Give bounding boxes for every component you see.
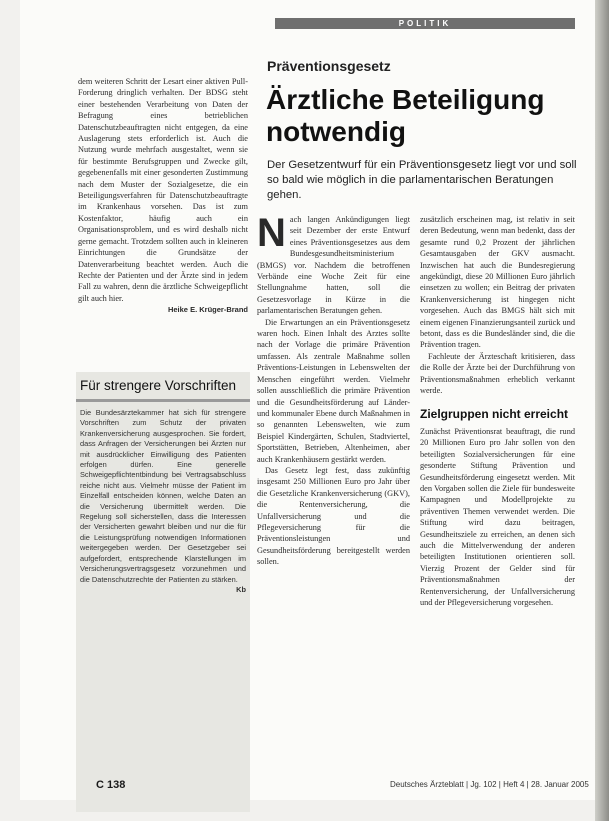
- article-headline: Ärztliche Beteiligung notwendig: [266, 84, 545, 147]
- page-number: C 138: [96, 779, 126, 791]
- article-paragraph: zusätzlich erscheinen mag, ist relativ in seit deren Bedeutung, wenn man bedenkt, dass der gesamte rund 0,2 Prozent der jährlichen Gesamtausgaben der GKV ausmacht. Inzwischen hat auch die Bundesregierung angekündigt, diese 20 Millionen Euro jährlich einsetzen zu wollen; ein Beitrag der privaten Krankenversicherung ist hingegen nicht vorgesehen. Auch das BMGS hält sich mit einem eigenen Finanzierungsanteil zurück und betont, dass es die Bundesländer sind, die die Prävention tragen.: [420, 215, 575, 350]
- section-rubric: POLITIK: [275, 18, 575, 29]
- article-subhead: Zielgruppen nicht erreicht: [420, 406, 569, 421]
- article-paragraph: Zunächst Präventionsrat beauftragt, die rund 20 Millionen Euro pro Jahr sollen von den beteiligten Sozialversicherungen für eine gesonderte Stiftung Prävention und Gesundheitsförderung eingesetzt werden. Mit den Vorgaben sollen die Ziele für bundesweite Kampagnen und Modellprojekte zu präventiven Themen verwendet werden. Die Stiftung wird dazu beitragen, Gesundheitsziele zu erreichen, an denen sich auch die Mittelverwendung der anderen beteiligten Institutionen orientieren soll. Vierzig Prozent der Gelder sind für Präventionsmaßnahmen der Rentenversicherung, der Unfallversicherung und der Pflegeversicherung vorgesehen.: [420, 426, 575, 607]
- sidebar-box: [76, 372, 250, 812]
- article-paragraph: Das Gesetz legt fest, dass zukünftig insgesamt 250 Millionen Euro pro Jahr über die Gesetzliche Krankenversicherung (GKV), die Rentenversicherung, die Unfallversicherung und die Pflegeversicherung für die Präventionsleistungen und Gesundheitsförderung bereitgestellt werden sollen.: [257, 465, 410, 567]
- sidebar-text: Die Bundesärztekammer hat sich für strengere Vorschriften zum Schutz der privaten Krankenversicherung ausgesprochen. Sie fordert, dass Anfragen der Versicherungen bei Ärzten nur mit ausdrücklicher Einwilligung des Patienten erfolgen dürfen. Eine generelle Schweigepflichtentbindung bei Vertragsabschluss reiche nicht aus. Vielmehr müsse der Patient im Einzelfall entscheiden können, welche Daten an die Versicherung übermittelt werden. Die Regelung soll sicherstellen, dass die Interessen der Versicherten gewahrt bleiben und nur die für die Leistungsprüfung notwendigen Informationen weitergegeben werden. Der Gesetzgeber sei aufgefordert, entsprechende Klarstellungen im Versicherungsvertragsgesetz vorzunehmen und die Datenschutzrechte der Patienten zu stärken.: [80, 408, 246, 584]
- article-kicker: Präventionsgesetz: [267, 58, 391, 74]
- left-column: [78, 76, 248, 316]
- sidebar-initials: Kb: [236, 584, 246, 594]
- drop-cap: N: [257, 211, 286, 255]
- article-column-1: [257, 211, 410, 568]
- sidebar-title: Für strengere Vorschriften: [76, 372, 250, 402]
- journal-citation: Deutsches Ärzteblatt | Jg. 102 | Heft 4 | 28. Januar 2005: [390, 780, 589, 789]
- left-paragraph: dem weiteren Schritt der Lesart einer aktiven Pull-Forderung dringlich verhalten. Der BDSG steht einer bestehenden Verarbeitung von Daten der Befragung eines betrieblichen Datenschutzbeauftragten nicht entgegen, da eine Auslagerung stets erforderlich ist. Auch die Nutzung wurde mehrfach ausgestaltet, wenn sie für bestimmte Berufsgruppen und Zwecke gilt, gegebenenfalls mit einer gesonderten Zustimmung nach dem Muster der Sozialgesetze, die ein Beteiligungsverfahren für Datenschutzbeauftragte im Krankenhaus vorsehen. Das ist zum Kostenfaktor, häufig auch ein Organisationsproblem, und es wird deshalb nicht gerne gemacht. Trotzdem sollten auch in kleineren Einrichtungen die Grundsätze der Datenverarbeitung beachtet werden. Auch die Rechte der Patienten und der Ärzte sind in jedem Fall zu wahren, denn die ärztliche Schweigepflicht gilt auch hier.: [78, 77, 248, 303]
- article-paragraph: Fachleute der Ärzteschaft kritisieren, dass die Rolle der Ärzte bei der Durchführung von Präventionsmaßnahmen erheblich verkannt werde.: [420, 351, 575, 396]
- article-lead-paragraph: [257, 211, 410, 317]
- article-paragraph: Die Erwartungen an ein Präventionsgesetz waren hoch. Einen Inhalt des Arztes sollte nach der Vorlage die primäre Prävention umfassen. Als zentrale Maßnahme sollen Präventions-Leistungen in Lebenswelten der Menschen eingeführt werden. Vielmehr sollen ausschließlich die primäre Prävention und die Gesundheitsförderung auf Länder- und kommunaler Ebene durch Maßnahmen in so genannten Lebenswelten, wie zum Beispiel Kindergärten, Schulen, Stadtviertel, Sportstätten, Betrieben, Altenheimen, aber auch Krankenhäusern gestärkt werden.: [257, 317, 410, 464]
- page-binding-shadow: [595, 0, 609, 821]
- sidebar-body: [76, 402, 250, 601]
- article-column-2: [420, 214, 575, 608]
- article-deck: Der Gesetzentwurf für ein Präventionsgesetz liegt vor und soll so bald wie möglich in die parlamentarischen Beratungen gehen.: [267, 159, 577, 201]
- lead-text: ach langen Ankündigungen liegt seit Dezember der erste Entwurf eines Präventionsgesetzes aus dem Bundesgesundheitsministerium (BMGS) vor. Nachdem die betroffenen Verbände eine Woche Zeit für eine Stellungnahme hatten, soll die Gesetzesvorlage in Kürze in die parlamentarischen Beratungen gehen.: [257, 215, 410, 316]
- author-byline: Heike E. Krüger-Brand: [167, 305, 248, 315]
